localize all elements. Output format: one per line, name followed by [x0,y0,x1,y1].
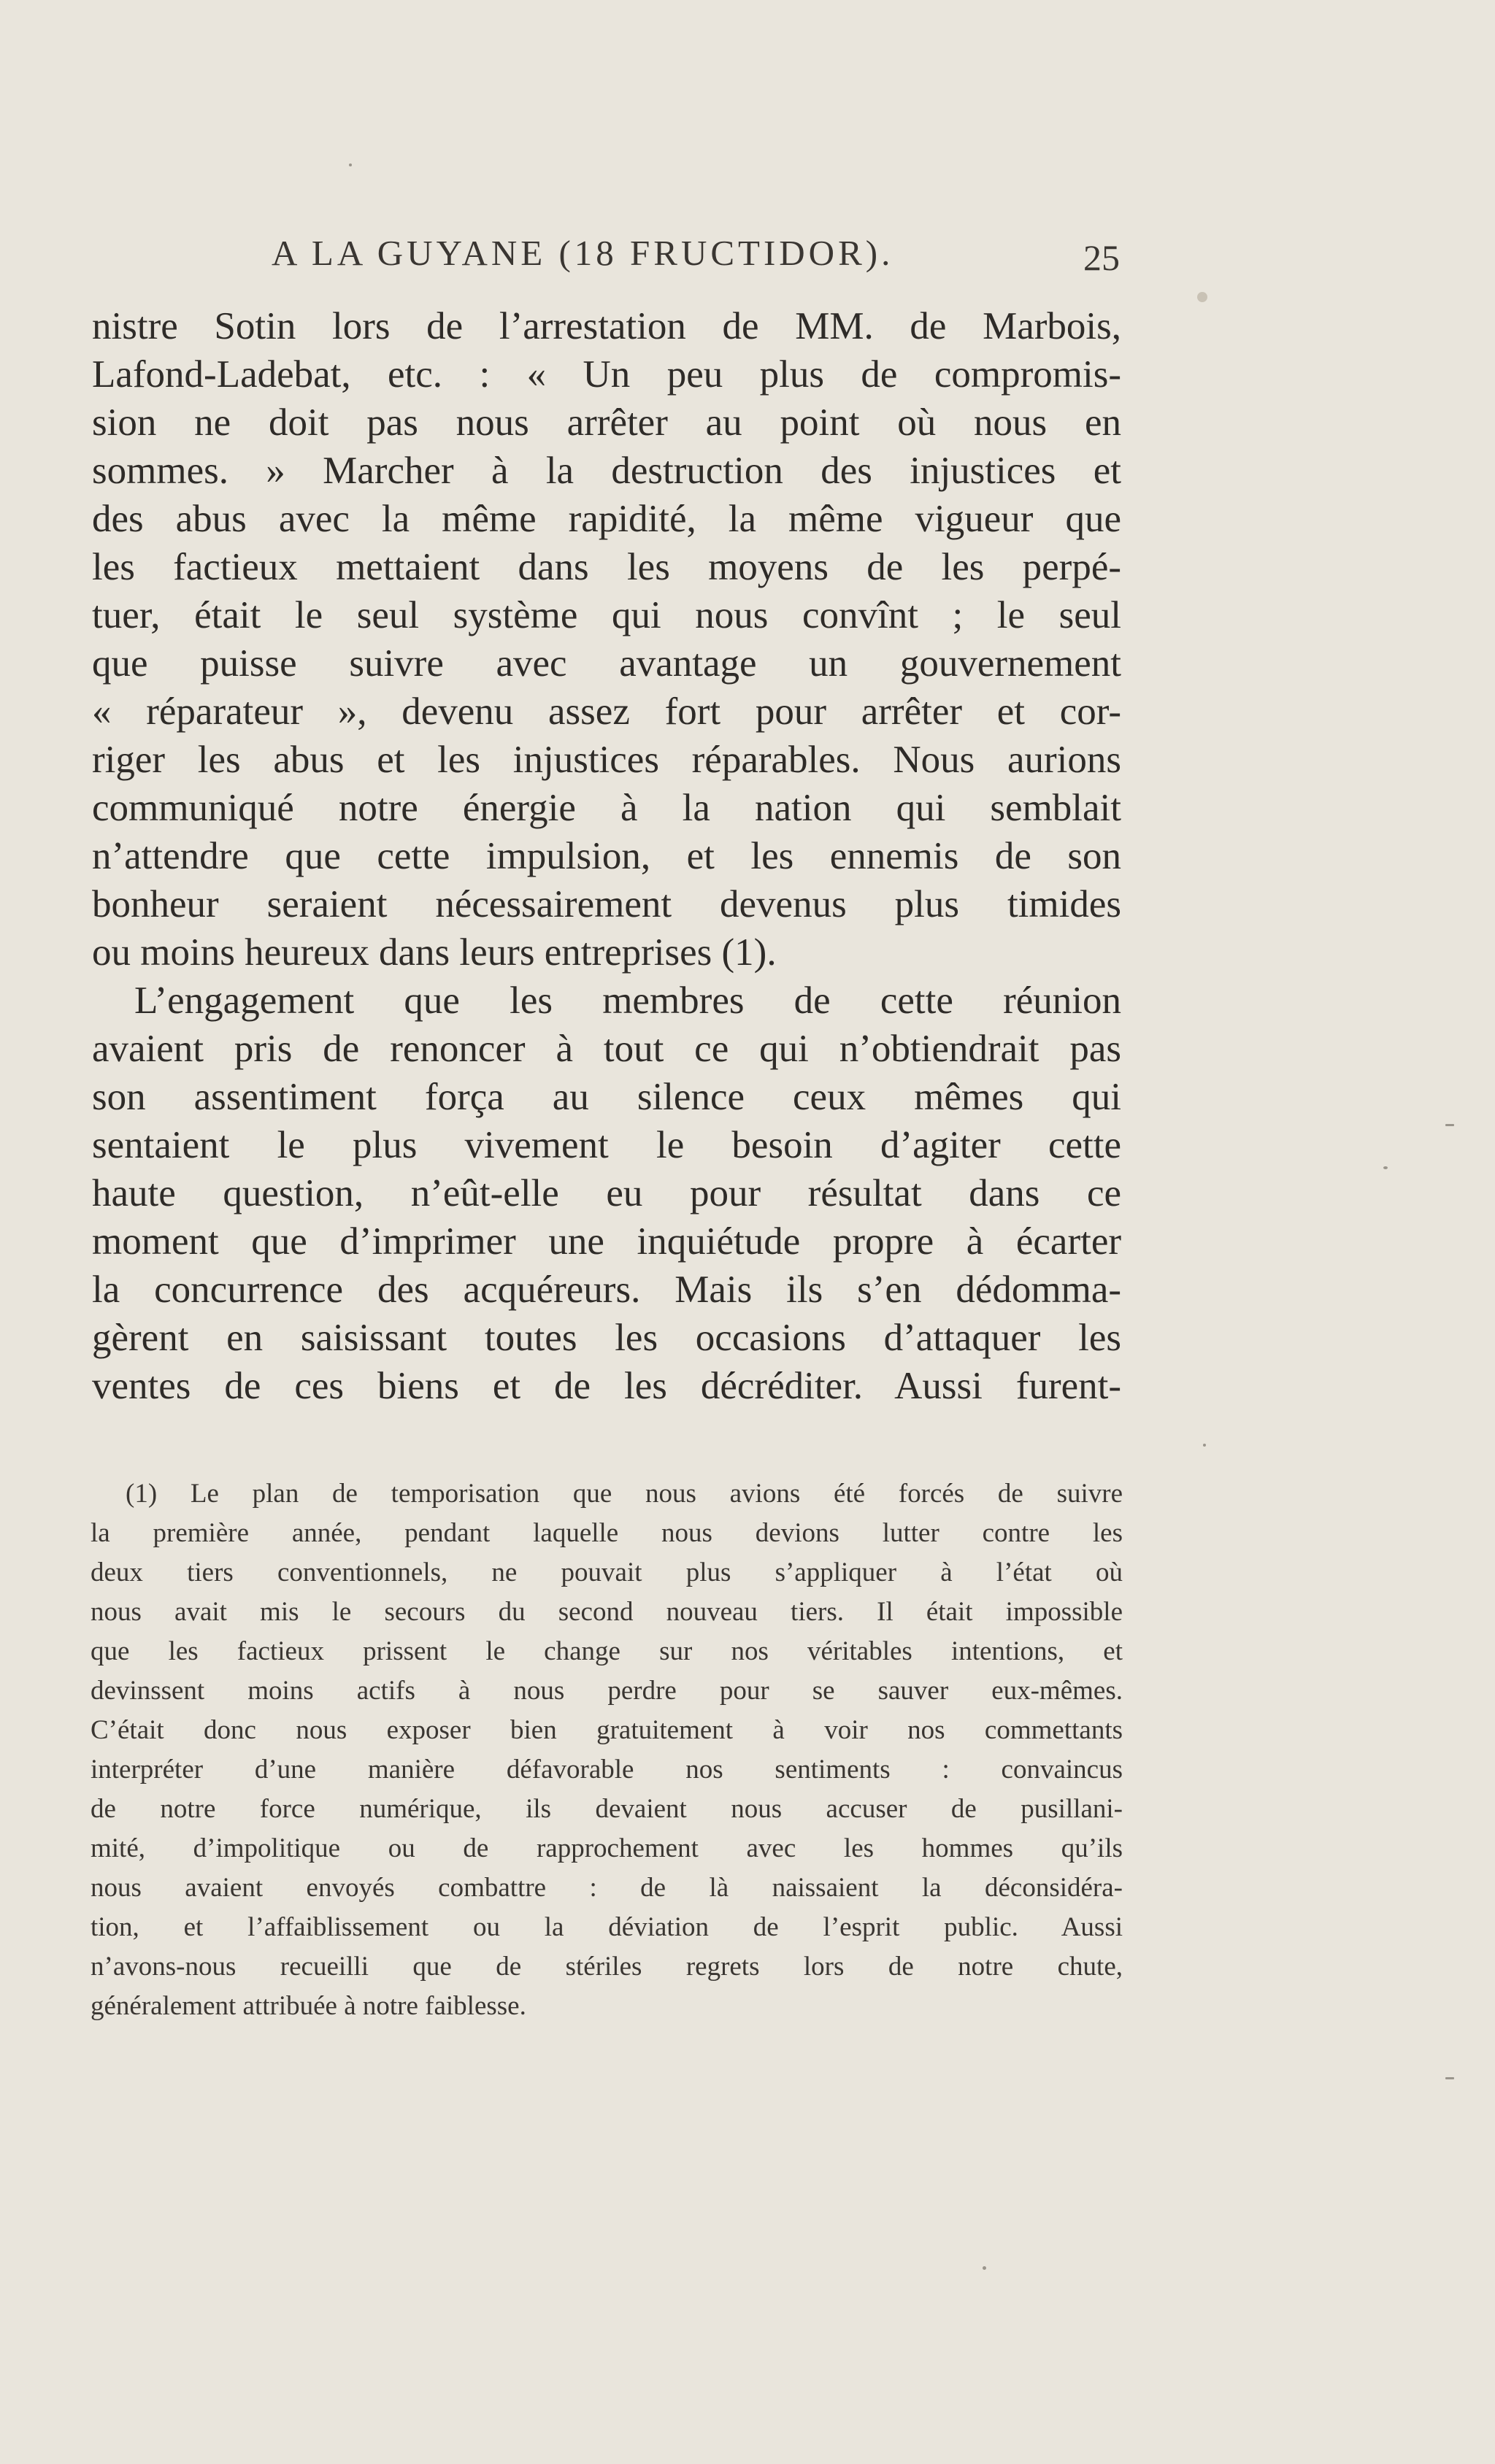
footnote-line: que les factieux prissent le change sur nos véritables intentions, et [91,1636,1123,1666]
footnote-line: devinssent moins actifs à nous perdre pour se sauver eux-mêmes. [91,1676,1123,1706]
body-line: ou moins heureux dans leurs entreprises (1). [92,931,777,974]
footnote-line: n’avons-nous recueilli que de stériles regrets lors de notre chute, [91,1952,1123,1982]
footnote-line: nous avait mis le secours du second nouveau tiers. Il était impossible [91,1597,1123,1627]
body-line: tuer, était le seul système qui nous convînt ; le seul [92,594,1121,636]
body-line: son assentiment força au silence ceux mêmes qui [92,1076,1121,1118]
body-line: sommes. » Marcher à la destruction des injustices et [92,450,1121,492]
body-line: riger les abus et les injustices réparables. Nous aurions [92,739,1121,781]
body-line: L’engagement que les membres de cette réunion [134,979,1121,1022]
body-text [92,302,1121,1410]
body-line: moment que d’imprimer une inquiétude propre à écarter [92,1220,1121,1263]
body-line: ventes de ces biens et de les décréditer. Aussi furent- [92,1365,1121,1407]
paper-speck [1383,1166,1388,1169]
paper-speck [1445,1124,1454,1126]
page-number: 25 [1083,237,1120,278]
paper-speck [983,2266,986,2270]
body-line: les factieux mettaient dans les moyens de les perpé- [92,546,1121,588]
body-line: sentaient le plus vivement le besoin d’agiter cette [92,1124,1121,1166]
footnote-line: généralement attribuée à notre faiblesse. [91,1991,526,2021]
body-line: nistre Sotin lors de l’arrestation de MM. de Marbois, [92,305,1121,347]
footnote-line: de notre force numérique, ils devaient nous accuser de pusillani- [91,1794,1123,1824]
footnote-line: (1) Le plan de temporisation que nous avions été forcés de suivre [126,1479,1123,1509]
paper-speck [1203,1444,1206,1447]
body-line: gèrent en saisissant toutes les occasions d’attaquer les [92,1317,1121,1359]
body-line: des abus avec la même rapidité, la même vigueur que [92,498,1121,540]
footnote [91,1474,1123,2026]
footnote-line: C’était donc nous exposer bien gratuitement à voir nos commettants [91,1715,1123,1745]
running-title: A LA GUYANE (18 FRUCTIDOR). [272,233,894,273]
body-line: communiqué notre énergie à la nation qui semblait [92,787,1121,829]
footnote-line: nous avaient envoyés combattre : de là naissaient la déconsidéra- [91,1873,1123,1903]
body-line: Lafond-Ladebat, etc. : « Un peu plus de compromis- [92,353,1121,396]
paper-speck [1445,2077,1454,2079]
body-line: avaient pris de renoncer à tout ce qui n’obtiendrait pas [92,1028,1121,1070]
body-line: haute question, n’eût-elle eu pour résultat dans ce [92,1172,1121,1214]
footnote-line: interpréter d’une manière défavorable nos sentiments : convaincus [91,1755,1123,1785]
footnote-line: tion, et l’affaiblissement ou la déviation de l’esprit public. Aussi [91,1912,1123,1942]
body-line: bonheur seraient nécessairement devenus plus timides [92,883,1121,925]
body-line: que puisse suivre avec avantage un gouvernement [92,642,1121,685]
body-line: la concurrence des acquéreurs. Mais ils s’en dédomma- [92,1268,1121,1311]
body-line: sion ne doit pas nous arrêter au point où nous en [92,401,1121,444]
footnote-line: deux tiers conventionnels, ne pouvait plus s’appliquer à l’état où [91,1558,1123,1587]
footnote-line: la première année, pendant laquelle nous devions lutter contre les [91,1518,1123,1548]
body-line: n’attendre que cette impulsion, et les ennemis de son [92,835,1121,877]
paper-speck [349,163,352,166]
footnote-line: mité, d’impolitique ou de rapprochement avec les hommes qu’ils [91,1833,1123,1863]
body-line: « réparateur », devenu assez fort pour arrêter et cor- [92,690,1121,733]
paper-speck [1197,292,1207,302]
